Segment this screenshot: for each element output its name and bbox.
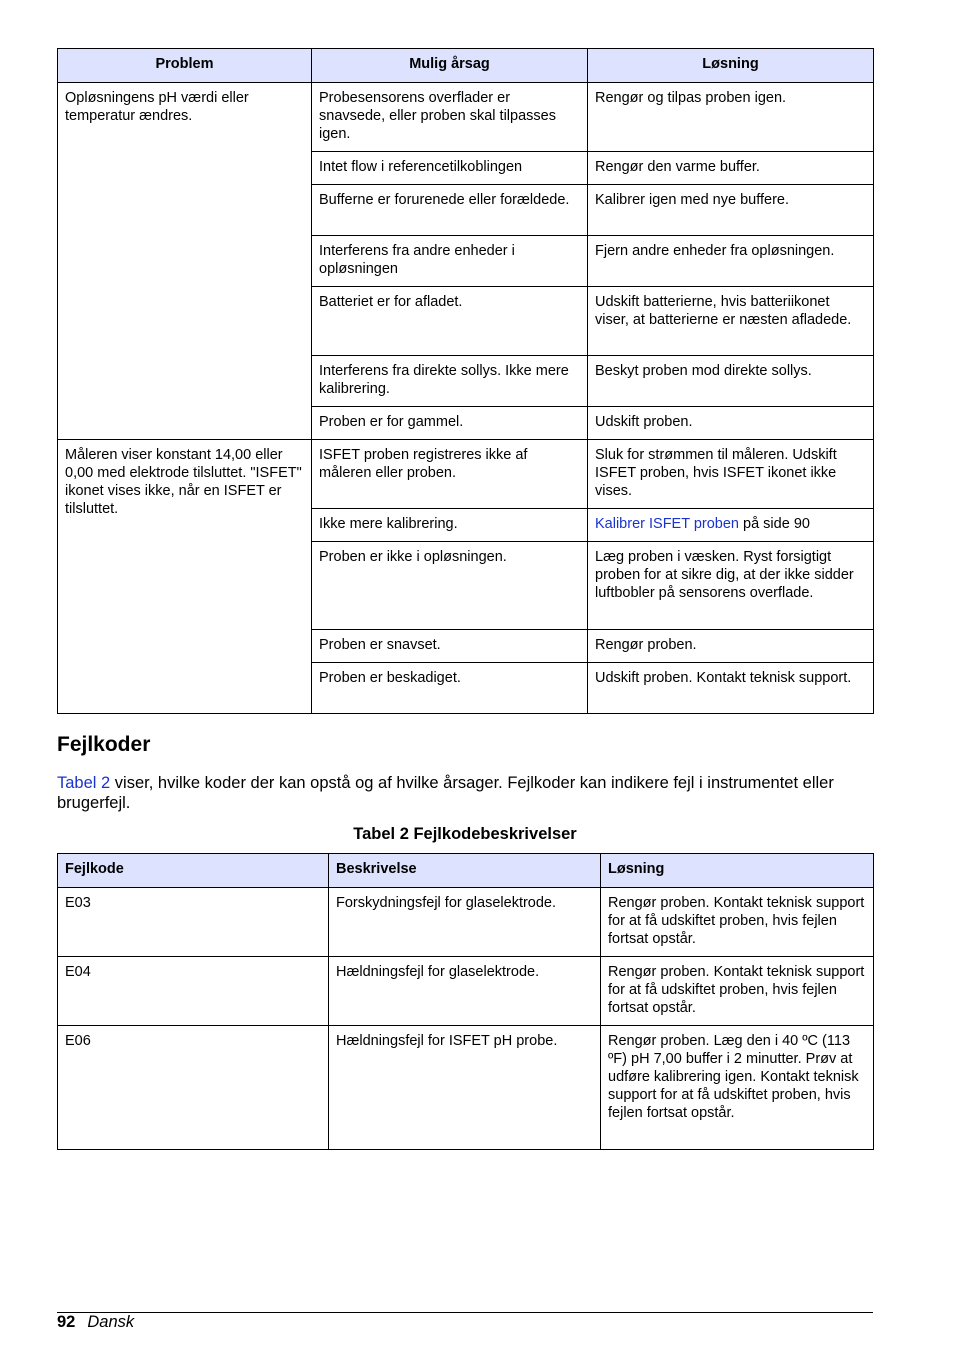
cause-cell: Proben er ikke i opløsningen.: [312, 542, 588, 630]
cause-cell: Proben er beskadiget.: [312, 663, 588, 714]
cause-cell: Ikke mere kalibrering.: [312, 509, 588, 542]
cause-cell: Intet flow i referencetilkoblingen: [312, 152, 588, 185]
cause-cell: Probesensorens overflader er snavsede, eller proben skal tilpasses igen.: [312, 83, 588, 152]
table-caption: Tabel 2 Fejlkodebeskrivelser: [353, 825, 577, 843]
solution-cell: Beskyt proben mod direkte sollys.: [588, 356, 874, 407]
section-heading: Fejlkoder: [57, 733, 151, 756]
error-code-cell: E06: [58, 1026, 329, 1150]
description-cell: Hældningsfejl for glaselektrode.: [329, 957, 601, 1026]
calibrate-isfet-link[interactable]: Kalibrer ISFET proben: [595, 516, 739, 532]
solution-cell: Rengør den varme buffer.: [588, 152, 874, 185]
column-header-solution: Løsning: [588, 49, 874, 83]
solution-cell: Udskift proben. Kontakt teknisk support.: [588, 663, 874, 714]
solution-cell: Sluk for strømmen til måleren. Udskift ISFET proben, hvis ISFET ikonet ikke vises.: [588, 440, 874, 509]
cause-cell: ISFET proben registreres ikke af måleren eller proben.: [312, 440, 588, 509]
table-row: [58, 957, 874, 1026]
column-header-code: Fejlkode: [58, 854, 329, 888]
intro-text: viser, hvilke koder der kan opstå og af hvilke årsager. Fejlkoder kan indikere fejl i instrumentet eller brugerfejl.: [57, 774, 834, 812]
page-footer: [57, 1313, 134, 1332]
solution-cell: Fjern andre enheder fra opløsningen.: [588, 236, 874, 287]
solution-cell: [588, 509, 874, 542]
description-cell: Forskydningsfejl for glaselektrode.: [329, 888, 601, 957]
table-row: [58, 1026, 874, 1150]
cause-cell: Interferens fra andre enheder i opløsningen: [312, 236, 588, 287]
problem-cell: Måleren viser konstant 14,00 eller 0,00 med elektrode tilsluttet. "ISFET" ikonet vises ikke, når en ISFET er tilsluttet.: [58, 440, 312, 714]
error-code-cell: E03: [58, 888, 329, 957]
cause-cell: Batteriet er for afladet.: [312, 287, 588, 356]
table-header-row: [58, 49, 874, 83]
solution-cell: Udskift batterierne, hvis batteriikonet viser, at batterierne er næsten afladede.: [588, 287, 874, 356]
table-2-link[interactable]: Tabel 2: [57, 774, 111, 792]
cause-cell: Bufferne er forurenede eller forældede.: [312, 185, 588, 236]
solution-cell: Kalibrer igen med nye buffere.: [588, 185, 874, 236]
table-row: [58, 83, 874, 152]
table-row: [58, 440, 874, 509]
solution-cell: Udskift proben.: [588, 407, 874, 440]
error-codes-table: [57, 853, 874, 1150]
page-reference: på side 90: [739, 516, 810, 532]
table-header-row: [58, 854, 874, 888]
cause-cell: Proben er for gammel.: [312, 407, 588, 440]
column-header-problem: Problem: [58, 49, 312, 83]
solution-cell: Rengør proben.: [588, 630, 874, 663]
column-header-solution: Løsning: [601, 854, 874, 888]
description-cell: Hældningsfejl for ISFET pH probe.: [329, 1026, 601, 1150]
table-row: [58, 888, 874, 957]
column-header-description: Beskrivelse: [329, 854, 601, 888]
footer-language: Dansk: [87, 1313, 135, 1331]
error-code-cell: E04: [58, 957, 329, 1026]
cause-cell: Interferens fra direkte sollys. Ikke mere kalibrering.: [312, 356, 588, 407]
solution-cell: Rengør og tilpas proben igen.: [588, 83, 874, 152]
footer-divider: [57, 1312, 873, 1313]
solution-cell: Rengør proben. Kontakt teknisk support for at få udskiftet proben, hvis fejlen fortsat opstår.: [601, 957, 874, 1026]
solution-cell: Læg proben i væsken. Ryst forsigtigt proben for at sikre dig, at der ikke sidder luftbobler på sensorens overflade.: [588, 542, 874, 630]
cause-cell: Proben er snavset.: [312, 630, 588, 663]
troubleshooting-table: [57, 48, 874, 714]
solution-cell: Rengør proben. Kontakt teknisk support for at få udskiftet proben, hvis fejlen fortsat opstår.: [601, 888, 874, 957]
column-header-cause: Mulig årsag: [312, 49, 588, 83]
problem-cell: Opløsningens pH værdi eller temperatur ændres.: [58, 83, 312, 440]
intro-paragraph: [57, 773, 873, 813]
solution-cell: Rengør proben. Læg den i 40 ºC (113 ºF) pH 7,00 buffer i 2 minutter. Prøv at udføre kalibrering igen. Kontakt teknisk support for at få udskiftet proben, hvis fejlen fortsat opstår.: [601, 1026, 874, 1150]
page-number: 92: [57, 1313, 76, 1331]
